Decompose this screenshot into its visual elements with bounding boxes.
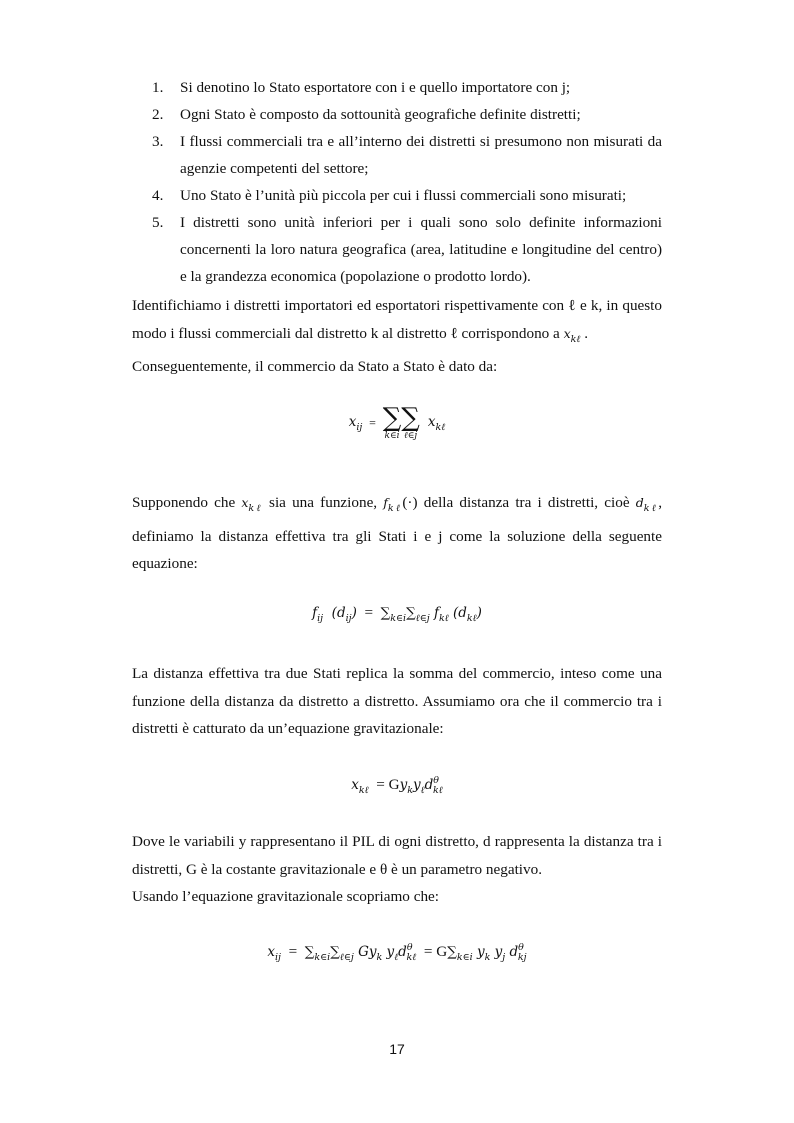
equation-gravity: $x_{k\ell} = Gy_ky_\ell d^\theta_{k\ell}$ <box>351 775 443 796</box>
page-number: 17 <box>389 1041 405 1057</box>
list-item <box>152 128 662 182</box>
equation-effective-distance: $f_{ij}$ $(d_{ij}) = \sum_{k\in i}\sum_{\ell\in j}$ $f_{k\ell}$ $(d_{k\ell})$ <box>312 604 482 624</box>
numbered-list <box>152 74 662 290</box>
list-text: I distretti sono unità inferiori per i quali sono solo definite informazioni concernenti la loro natura geografica (area, latitudine e longitudine del centro) e la grandezza economica (popolazione o prodotto lordo). <box>180 214 662 285</box>
paragraph-variables: Dove le variabili y rappresentano il PIL di ogni distretto, d rappresenta la distanza tra i distretti, G è la costante gravitazionale e θ è un parametro negativo. Usando l’equazione gravitazionale scopriamo che: <box>132 833 662 905</box>
list-number: 2. <box>152 106 164 123</box>
list-number: 5. <box>152 214 164 231</box>
equation-state-trade: $x_{ij}$ = ∑ k∈i ∑ ℓ∈j $x_{k\ell}$ <box>348 403 446 441</box>
paragraph-distance-function: Supponendo che $x_{k\ell}$ sia una funzione, $f_{k\ell}(\cdot)$ della distanza tra i distretti, cioè $d_{k\ell}$, definiamo la distanza effettiva tra gli Stati i e j come la soluzione della seguente equazione: <box>132 494 663 572</box>
list-number: 1. <box>152 79 164 96</box>
paragraph-gravitational: La distanza effettiva tra due Stati replica la somma del commercio, inteso come una funzione della distanza da distretto a distretto. Assumiamo ora che il commercio tra i distretti è catturato da un’equazione gravitazionale: <box>132 665 662 737</box>
list-item <box>152 209 662 290</box>
list-item <box>152 182 662 209</box>
list-text: I flussi commerciali tra e all’interno dei distretti si presumono non misurati da agenzie competenti del settore; <box>180 133 662 177</box>
list-number: 3. <box>152 133 164 150</box>
list-number: 4. <box>152 187 164 204</box>
list-item <box>152 101 662 128</box>
inline-math-x-kl: $x_{k\ell}$ <box>563 325 581 345</box>
list-text: Ogni Stato è composto da sottounità geografiche definite distretti; <box>180 106 581 123</box>
equation-final: $x_{ij} = \sum_{k\in i}\sum_{\ell\in j}$ $Gy_k$ $y_\ell d^\theta_{k\ell} = G\sum_{k\in i}$ $y_k$ $y_j$ $d^\theta_{kj}$ <box>267 942 527 963</box>
list-item <box>152 74 662 101</box>
list-text: Si denotino lo Stato esportatore con i e quello importatore con j; <box>180 79 571 96</box>
paragraph-districts: Identifichiamo i distretti importatori ed esportatori rispettivamente con ℓ e k, in questo modo i flussi commerciali dal distretto k al distretto ℓ corrispondono a $x_{k\ell}$ . Conseguentemente, il commercio da Stato a Stato è dato da: <box>132 297 662 375</box>
list-text: Uno Stato è l’unità più piccola per cui i flussi commerciali sono misurati; <box>180 187 627 204</box>
